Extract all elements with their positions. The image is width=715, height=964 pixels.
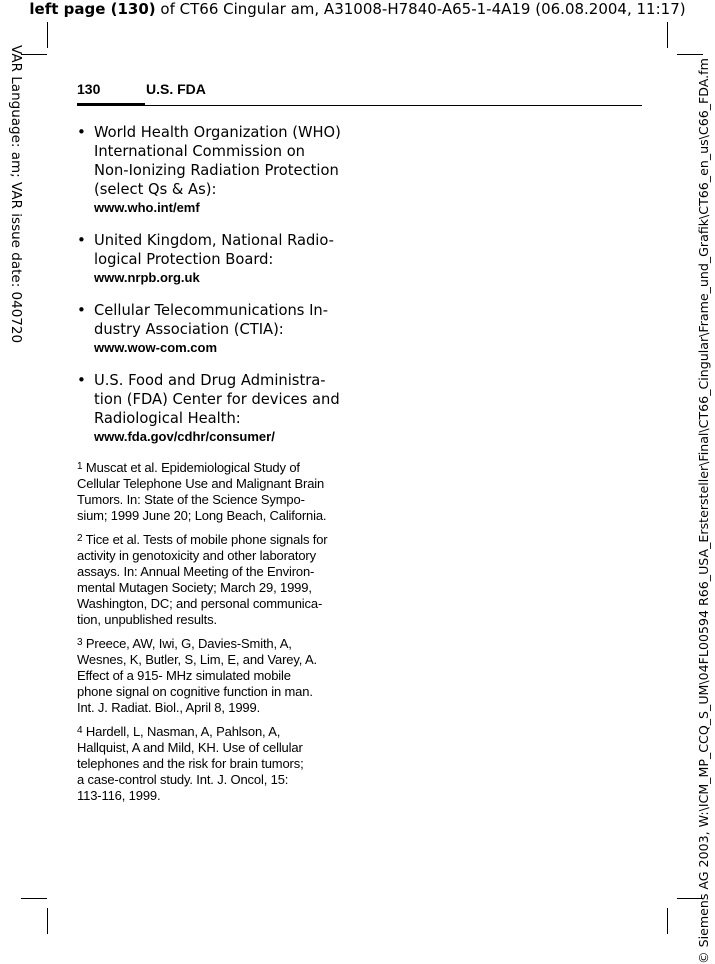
footnote-text: phone signal on cognitive function in man. [77,684,313,699]
bullet-icon: • [77,123,86,141]
text-column [77,123,352,804]
print-header-details: of CT66 Cingular am, A31008-H7840-A65-1-4A19 (06.08.2004, 11:17) [155,0,686,18]
list-item-text: (select Qs & As): [94,181,217,198]
footnote-line [77,596,352,612]
page-title: U.S. FDA [146,81,206,97]
list-item-text: United Kingdom, National Radio- [94,232,334,249]
list-item-url: www.nrpb.org.uk [94,270,200,285]
footnote-line [77,548,352,564]
footnote-line [77,724,352,740]
footnote [77,532,352,628]
list-item-text: U.S. Food and Drug Administra- [94,372,326,389]
footnote-line [77,772,352,788]
margin-file-path: © Siemens AG 2003, W:\ICM_MP_CCQ_S_UM\04FL00594 R66_USA_Erstersteller\Final\CT66_Cingular\Frame_und_Grafik\CT66_en_us\C66_FDA.fm [696,58,711,964]
footnote-number: 3 [77,637,83,648]
list-item-text: Non-Ionizing Radiation Protection [94,162,339,179]
list-item-text: tion (FDA) Center for devices and [94,391,340,408]
footnote-line [77,460,352,476]
footnote-text: 113-116, 1999. [77,788,161,803]
header-rule [77,105,642,106]
footnote-text: sium; 1999 June 20; Long Beach, California. [77,508,327,523]
footnote-line [77,700,352,716]
list-item [77,123,352,217]
footnotes [77,460,352,804]
list-item-text: Radiological Health: [94,410,241,427]
page-header [77,81,642,107]
footnote-line [77,508,352,524]
crop-mark [47,908,48,934]
footnote-line [77,740,352,756]
footnote-text: Hallquist, A and Mild, KH. Use of cellular [77,740,303,755]
list-item [77,301,352,357]
footnote [77,724,352,804]
footnote-line [77,668,352,684]
footnote-text: mental Mutagen Society; March 29, 1999, [77,580,312,595]
footnote-text: Muscat et al. Epidemiological Study of [85,460,300,475]
crop-mark [21,54,47,55]
footnote-text: activity in genotoxicity and other laboratory [77,548,316,563]
footnote-text: Tice et al. Tests of mobile phone signals for [85,532,328,547]
list-item-text: logical Protection Board: [94,251,274,268]
footnote-line [77,612,352,628]
footnote-line [77,788,352,804]
footnote-text: telephones and the risk for brain tumors; [77,756,304,771]
footnote-text: Effect of a 915- MHz simulated mobile [77,668,291,683]
print-header [0,0,715,18]
footnote-text: tion, unpublished results. [77,612,217,627]
footnote-text: Hardell, L, Nasman, A, Pahlson, A, [85,724,281,739]
crop-mark [667,908,668,934]
bullet-icon: • [77,231,86,249]
footnote-line [77,684,352,700]
crop-mark [667,22,668,48]
footnote-text: a case-control study. Int. J. Oncol, 15: [77,772,289,787]
list-item [77,231,352,287]
footnote-line [77,652,352,668]
footnote-line [77,756,352,772]
list-item-text: dustry Association (CTIA): [94,321,284,338]
footnote-text: Washington, DC; and personal communica- [77,596,323,611]
resource-list [77,123,352,446]
footnote-text: Preece, AW, Iwi, G, Davies-Smith, A, [85,636,292,651]
crop-mark [21,898,47,899]
footnote-text: assays. In: Annual Meeting of the Environ- [77,564,315,579]
footnote-line [77,532,352,548]
footnote-line [77,636,352,652]
list-item-text: World Health Organization (WHO) [94,124,341,141]
list-item-text: International Commission on [94,143,305,160]
footnote-number: 1 [77,461,83,472]
crop-mark [47,22,48,48]
footnote-line [77,564,352,580]
footnote [77,636,352,716]
footnote-line [77,580,352,596]
bullet-icon: • [77,301,86,319]
bullet-icon: • [77,371,86,389]
list-item [77,371,352,446]
footnote-line [77,492,352,508]
list-item-url: www.fda.gov/cdhr/consumer/ [94,429,275,444]
margin-language-info: VAR Language: am; VAR issue date: 040720 [8,45,24,344]
list-item-url: www.wow-com.com [94,340,218,355]
list-item-text: Cellular Telecommunications In- [94,302,329,319]
footnote [77,460,352,524]
page-number: 130 [77,81,101,97]
footnote-text: Wesnes, K, Butler, S, Lim, E, and Varey, A. [77,652,317,667]
footnote-text: Int. J. Radiat. Biol., April 8, 1999. [77,700,261,715]
list-item-url: www.who.int/emf [94,200,200,215]
footnote-line [77,476,352,492]
print-header-file: left page (130) [29,0,156,18]
footnote-number: 4 [77,725,83,736]
footnote-text: Tumors. In: State of the Science Sympo- [77,492,305,507]
footnote-number: 2 [77,533,83,544]
footnote-text: Cellular Telephone Use and Malignant Brain [77,476,325,491]
